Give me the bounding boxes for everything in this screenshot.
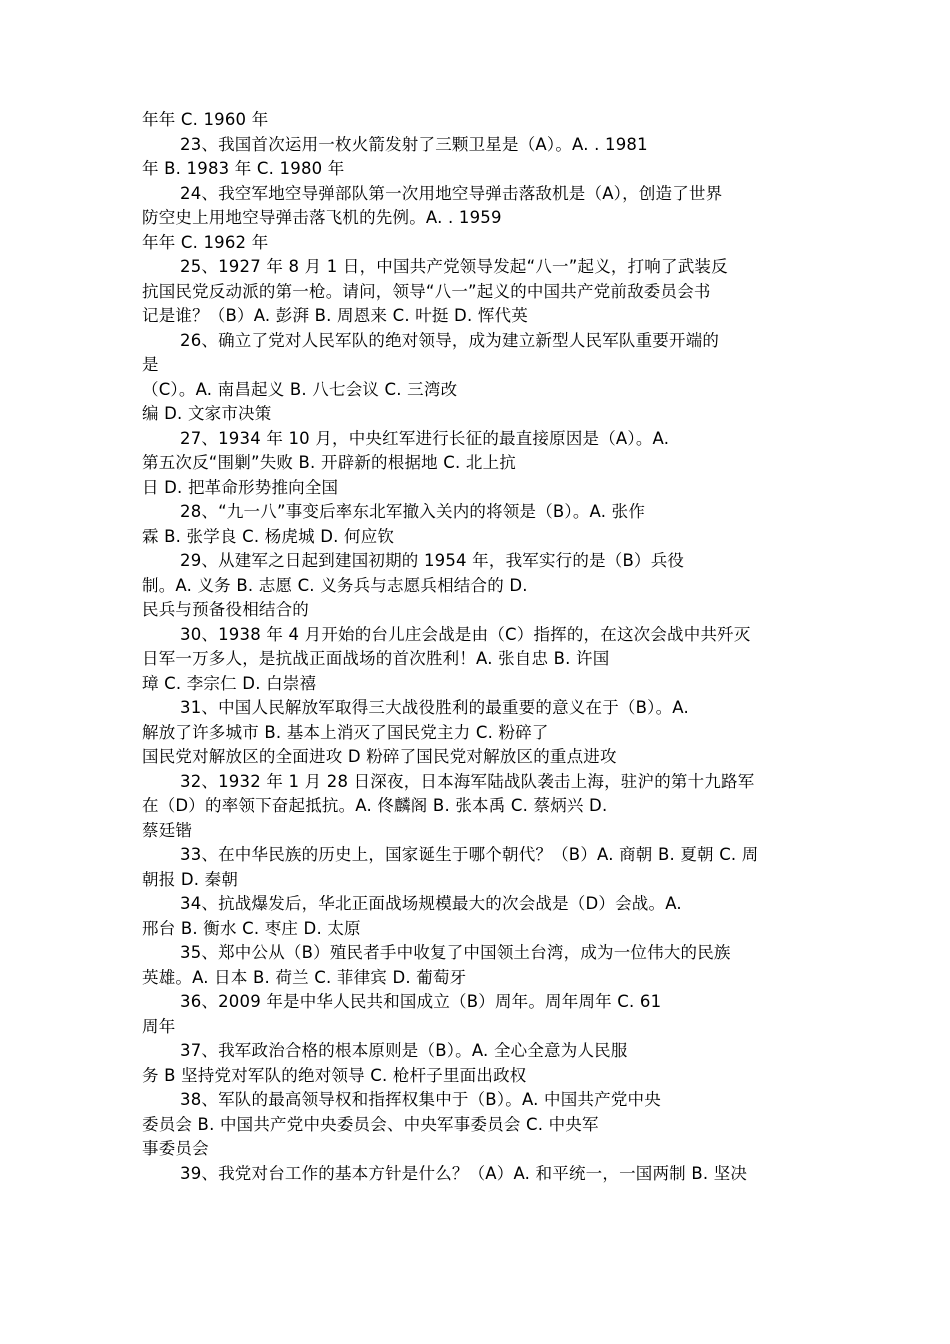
text-line: 35、郑中公从（B）殖民者手中收复了中国领土台湾，成为一位伟大的民族 — [180, 943, 731, 962]
text-line: 在（D）的率领下奋起抵抗。A. 佟麟阁 B. 张本禹 C. 蔡炳兴 D. — [142, 796, 608, 815]
text-line: 23、我国首次运用一枚火箭发射了三颗卫星是（A）。A. . 1981 — [180, 134, 648, 154]
text-line: 事委员会 — [142, 1139, 209, 1158]
text-line: 英雄。A. 日本 B. 荷兰 C. 菲律宾 D. 葡萄牙 — [142, 967, 467, 987]
text-line: 朝报 D. 秦朝 — [142, 869, 239, 889]
text-line: 第五次反“围剿”失败 B. 开辟新的根据地 C. 北上抗 — [142, 453, 517, 472]
text-line: 蔡廷锴 — [142, 820, 193, 840]
text-line: 26、确立了党对人民军队的绝对领导，成为建立新型人民军队重要开端的 — [180, 330, 720, 350]
text-line: 璋 C. 李宗仁 D. 白崇禧 — [142, 673, 317, 693]
text-line: （C）。A. 南昌起义 B. 八七会议 C. 三湾改 — [142, 379, 458, 399]
text-line: 36、2009 年是中华人民共和国成立（B）周年。周年周年 C. 61 — [180, 992, 662, 1011]
text-line: 年年 C. 1960 年 — [142, 110, 269, 129]
text-line: 25、1927 年 8 月 1 日，中国共产党领导发起“八一”起义，打响了武装反 — [180, 257, 728, 276]
document-body — [142, 108, 822, 1186]
text-line: 31、中国人民解放军取得三大战役胜利的最重要的意义在于（B）。A. — [180, 698, 689, 717]
text-line: 周年 — [142, 1016, 176, 1036]
text-line: 抗国民党反动派的第一枪。请问，领导“八一”起义的中国共产党前敌委员会书 — [142, 281, 711, 301]
text-line: 32、1932 年 1 月 28 日深夜，日本海军陆战队袭击上海，驻沪的第十九路军 — [180, 771, 755, 791]
text-line: 38、军队的最高领导权和指挥权集中于（B）。A. 中国共产党中央 — [180, 1090, 661, 1109]
text-line: 霖 B. 张学良 C. 杨虎城 D. 何应钦 — [142, 526, 395, 546]
text-line: 28、“九一八”事变后率东北军撤入关内的将领是（B）。A. 张作 — [180, 502, 646, 521]
text-line: 29、从建军之日起到建国初期的 1954 年，我军实行的是（B）兵役 — [180, 551, 685, 570]
text-line: 记是谁？（B）A. 彭湃 B. 周恩来 C. 叶挺 D. 恽代英 — [142, 306, 528, 325]
text-line: 37、我军政治合格的根本原则是（B）。A. 全心全意为人民服 — [180, 1041, 628, 1060]
text-line: 30、1938 年 4 月开始的台儿庄会战是由（C）指挥的，在这次会战中共歼灭 — [180, 624, 751, 644]
text-line: 民兵与预备役相结合的 — [142, 600, 309, 619]
text-line: 委员会 B. 中国共产党中央委员会、中央军事委员会 C. 中央军 — [142, 1114, 599, 1134]
text-line: 日 D. 把革命形势推向全国 — [142, 477, 339, 497]
text-line: 年年 C. 1962 年 — [142, 232, 269, 252]
text-line: 27、1934 年 10 月，中央红军进行长征的最直接原因是（A）。A. — [180, 428, 670, 448]
text-line: 日军一万多人，是抗战正面战场的首次胜利！A. 张自忠 B. 许国 — [142, 649, 610, 668]
text-line: 邢台 B. 衡水 C. 枣庄 D. 太原 — [142, 918, 361, 938]
text-line: 编 D. 文家市决策 — [142, 404, 272, 423]
text-line: 防空史上用地空导弹击落飞机的先例。A. . 1959 — [142, 208, 502, 227]
text-line: 制。A. 义务 B. 志愿 C. 义务兵与志愿兵相结合的 D. — [142, 575, 528, 595]
text-line: 24、我空军地空导弹部队第一次用地空导弹击落敌机是（A），创造了世界 — [180, 183, 723, 203]
text-line: 国民党对解放区的全面进攻 D 粉碎了国民党对解放区的重点进攻 — [142, 747, 617, 766]
text-line: 34、抗战爆发后，华北正面战场规模最大的次会战是（D）会战。A. — [180, 894, 682, 913]
text-line: 年 B. 1983 年 C. 1980 年 — [142, 159, 345, 178]
text-line: 是 — [142, 355, 159, 374]
text-line: 解放了许多城市 B. 基本上消灭了国民党主力 C. 粉碎了 — [142, 722, 549, 742]
text-line: 33、在中华民族的历史上，国家诞生于哪个朝代？（B）A. 商朝 B. 夏朝 C. 周 — [180, 845, 759, 864]
text-line: 务 B 坚持党对军队的绝对领导 C. 枪杆子里面出政权 — [142, 1065, 527, 1085]
text-line: 39、我党对台工作的基本方针是什么？（A）A. 和平统一，一国两制 B. 坚决 — [180, 1163, 748, 1183]
